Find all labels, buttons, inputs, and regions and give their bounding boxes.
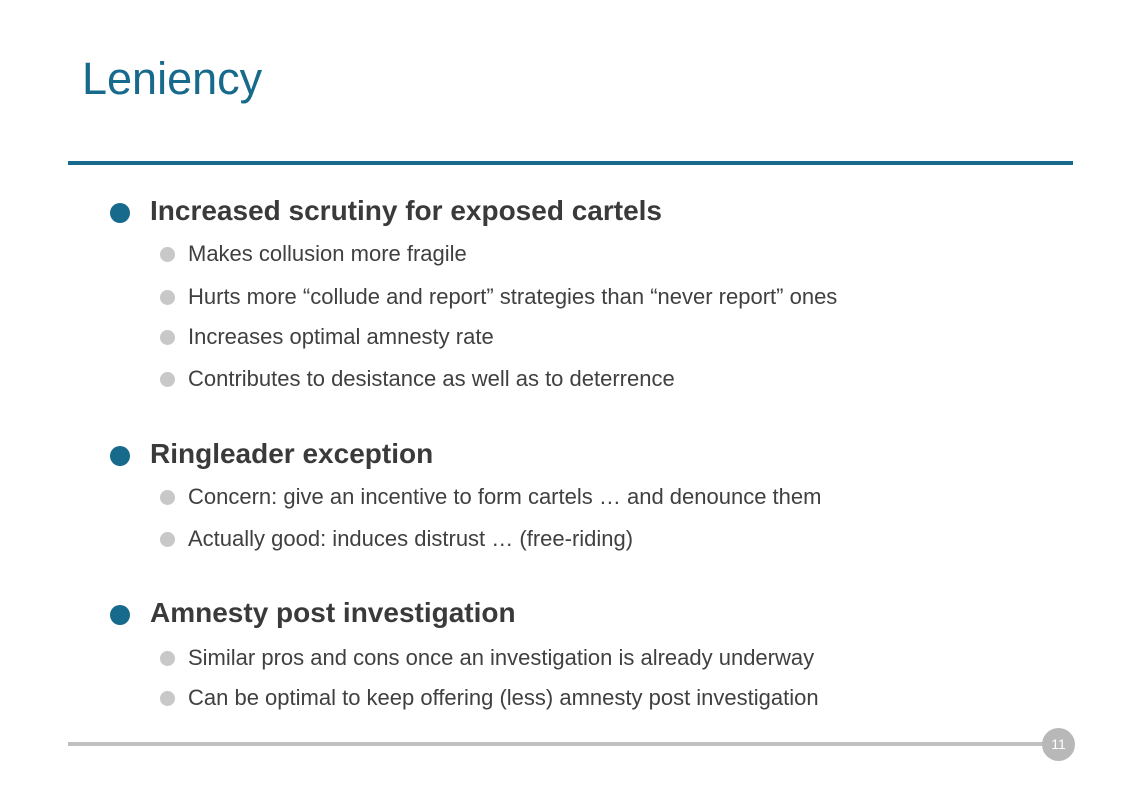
bullet-heading [110, 439, 1070, 469]
list-item [160, 525, 1060, 553]
bullet-dot-icon [110, 605, 130, 625]
list-item-text: Contributes to desistance as well as to deterrence [188, 366, 675, 391]
list-item [160, 240, 1060, 268]
list-item [160, 644, 1060, 672]
list-item [160, 283, 1060, 311]
slide-title: Leniency [82, 53, 263, 104]
sub-bullet-dot-icon [160, 532, 175, 547]
list-item [160, 483, 1060, 511]
title-divider [68, 161, 1073, 165]
page-number-badge: 11 [1042, 728, 1075, 761]
list-item-text: Hurts more “collude and report” strategies than “never report” ones [188, 284, 838, 309]
list-item-text: Similar pros and cons once an investigation is already underway [188, 645, 815, 670]
list-item-text: Concern: give an incentive to form cartels … and denounce them [188, 484, 822, 509]
bullet-dot-icon [110, 446, 130, 466]
bullet-heading [110, 598, 1070, 628]
section-scrutiny [110, 195, 1070, 391]
list-item-text: Actually good: induces distrust … (free-riding) [188, 526, 634, 551]
list-item [160, 365, 1060, 393]
list-item-text: Increases optimal amnesty rate [188, 324, 494, 349]
bullet-dot-icon [110, 203, 130, 223]
section-post-investigation [110, 597, 1070, 710]
section-heading: Amnesty post investigation [150, 597, 516, 628]
sub-bullet-dot-icon [160, 330, 175, 345]
sub-bullet-dot-icon [160, 372, 175, 387]
footer-divider [68, 742, 1046, 746]
list-item [160, 323, 1060, 351]
bullet-heading [110, 196, 1070, 226]
list-item [160, 684, 1060, 712]
sub-bullet-dot-icon [160, 651, 175, 666]
sub-bullet-dot-icon [160, 691, 175, 706]
sub-bullet-dot-icon [160, 247, 175, 262]
list-item-text: Can be optimal to keep offering (less) amnesty post investigation [188, 685, 819, 710]
section-heading: Increased scrutiny for exposed cartels [150, 195, 662, 226]
section-ringleader [110, 438, 1070, 551]
sub-bullet-dot-icon [160, 490, 175, 505]
section-heading: Ringleader exception [150, 438, 434, 469]
sub-bullet-dot-icon [160, 290, 175, 305]
list-item-text: Makes collusion more fragile [188, 241, 467, 266]
